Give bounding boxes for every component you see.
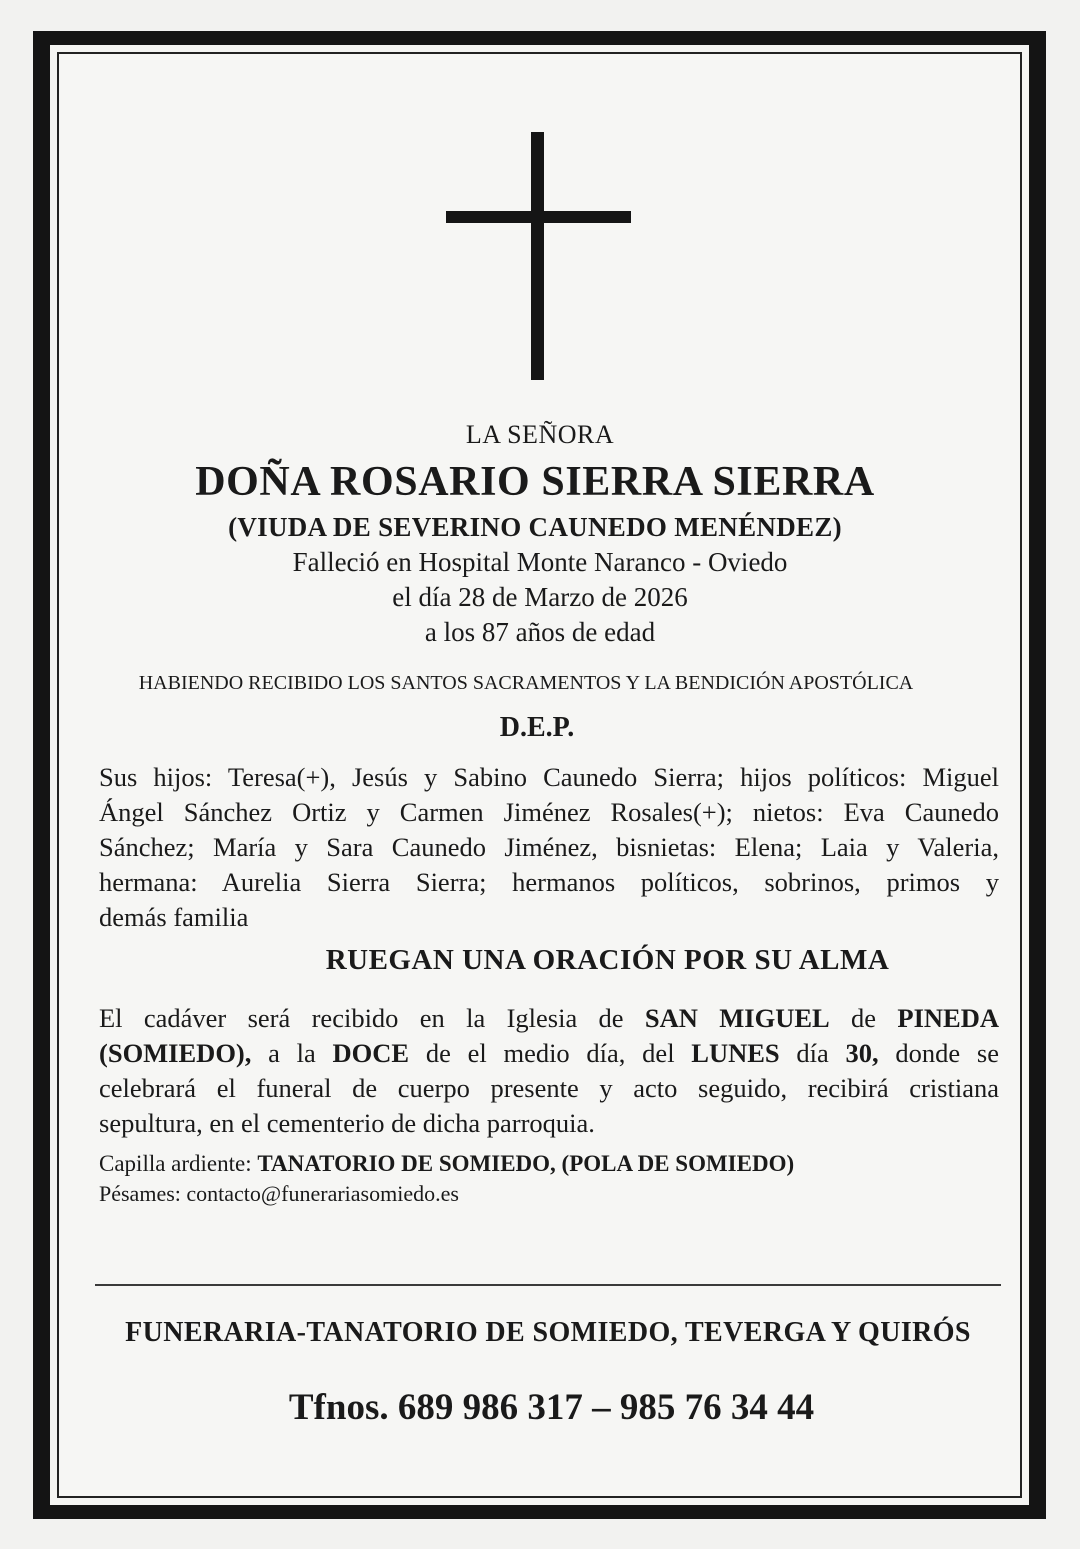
funeral-text: El cadáver será recibido en la Iglesia de [99,1003,645,1033]
chapel-value: TANATORIO DE SOMIEDO, (POLA DE SOMIEDO) [257,1151,795,1176]
funeral-line-2 [99,1036,999,1071]
title-label: LA SEÑORA [465,420,615,449]
family-line: Sus hijos: Teresa(+), Jesús y Sabino Caunedo Sierra; hijos políticos: Miguel [99,762,999,792]
widow-of-line: (VIUDA DE SEVERINO CAUNEDO MENÉNDEZ) [228,512,842,542]
funeral-line-4: sepultura, en el cementerio de dicha parroquia. [99,1108,595,1138]
family-line: demás familia [99,902,249,932]
age-line: a los 87 años de edad [424,617,656,647]
condolences-line [99,1181,459,1207]
chapel-line [99,1151,794,1177]
funeral-line-1 [99,1001,999,1036]
funeral-paragraph [99,1001,999,1141]
dep-line: D.E.P. [499,712,575,743]
funeral-line-3: celebrará el funeral de cuerpo presente y acto seguido, recibirá cristiana [99,1073,999,1103]
family-line: Ángel Sánchez Ortiz y Carmen Jiménez Rosales(+); nietos: Eva Caunedo [99,797,999,827]
funeral-hour: DOCE [332,1038,410,1068]
chapel-label: Capilla ardiente: [99,1151,258,1176]
funeral-text: de [829,1003,898,1033]
funeral-text: de el medio día, del [409,1038,692,1068]
condolences-email: contacto@funerariasomiedo.es [186,1181,459,1206]
death-place: Falleció en Hospital Monte Naranco - Oviedo [292,547,788,577]
family-line: Sánchez; María y Sara Caunedo Jiménez, bisnietas: Elena; Laia y Valeria, [99,832,999,862]
funeral-day: 30, [845,1038,879,1068]
funeral-text: donde se [878,1038,999,1068]
deceased-name: DOÑA ROSARIO SIERRA SIERRA [195,459,875,505]
death-date: el día 28 de Marzo de 2026 [392,582,688,612]
funeral-text: a la [251,1038,333,1068]
family-line: hermana: Aurelia Sierra Sierra; hermanos políticos, sobrinos, primos y [99,867,999,897]
municipality: (SOMIEDO), [99,1038,252,1068]
company-name: FUNERARIA-TANATORIO DE SOMIEDO, TEVERGA Y QUIRÓS [125,1317,971,1348]
prayer-request: RUEGAN UNA ORACIÓN POR SU ALMA [325,944,890,976]
divider [95,1284,1001,1286]
phone-numbers: Tfnos. 689 986 317 – 985 76 34 44 [288,1387,815,1428]
funeral-text: día [779,1038,846,1068]
condolences-label: Pésames: [99,1181,187,1206]
parish-name: PINEDA [897,1003,999,1033]
funeral-weekday: LUNES [691,1038,780,1068]
church-name: SAN MIGUEL [644,1003,830,1033]
family-paragraph [99,760,999,935]
sacraments-line: HABIENDO RECIBIDO LOS SANTOS SACRAMENTOS Y LA BENDICIÓN APOSTÓLICA [138,672,914,694]
